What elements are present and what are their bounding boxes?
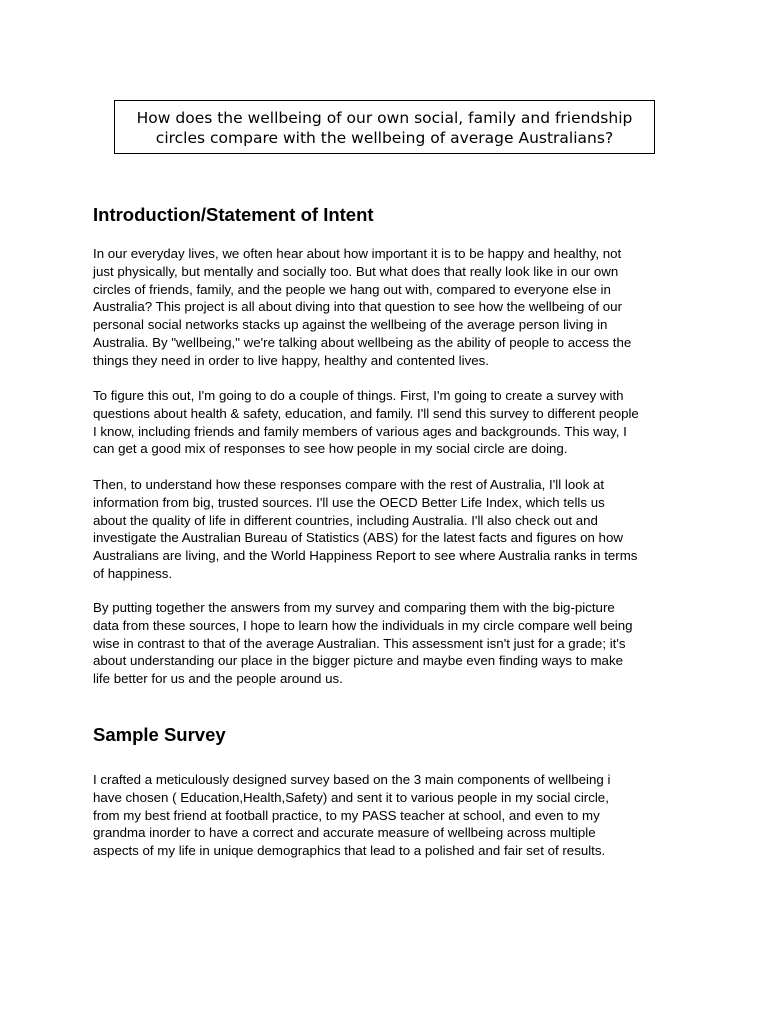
paragraph [93,245,683,370]
text-line: By putting together the answers from my survey and comparing them with the big-picture [93,600,615,615]
text-line: of happiness. [93,565,173,581]
title-text [137,108,633,148]
text-line: questions about health & safety, education, and family. I'll send this survey to different people [93,405,639,421]
title-box [114,100,655,154]
text-line: about understanding our place in the bigger picture and maybe even finding ways to make [93,653,623,669]
text-line: things they need in order to live happy, healthy and contented lives. [93,352,489,368]
text-line: data from these sources, I hope to learn how the individuals in my circle compare well being [93,617,633,633]
paragraph [93,387,683,458]
text-line: have chosen ( Education,Health,Safety) and sent it to various people in my social circle, [93,789,609,805]
text-line: can get a good mix of responses to see how people in my social circle are doing. [93,441,568,457]
text-line: I crafted a meticulously designed survey based on the 3 main components of wellbeing i [93,772,611,787]
text-line: aspects of my life in unique demographics that lead to a polished and fair set of results. [93,843,606,859]
text-line: Then, to understand how these responses compare with the rest of Australia, I'll look at [93,477,605,492]
paragraph [93,476,683,583]
text-line: just physically, but mentally and socially too. But what does that really look like in our own [93,263,619,279]
text-line: Australia? This project is all about diving into that question to see how the wellbeing of our [93,299,622,315]
title-line: circles compare with the wellbeing of average Australians? [155,129,614,147]
text-line: grandma inorder to have a correct and accurate measure of wellbeing across multiple [93,825,596,841]
text-line: investigate the Australian Bureau of Statistics (ABS) for the latest facts and figures on how [93,530,623,546]
paragraph [93,599,683,688]
text-line: To figure this out, I'm going to do a couple of things. First, I'm going to create a survey with [93,388,624,403]
text-line: wise in contrast to that of the average Australian. This assessment isn't just for a grade; it's [93,635,626,651]
text-line: In our everyday lives, we often hear about how important it is to be happy and healthy, not [93,246,622,261]
text-line: I know, including friends and family members of various ages and backgrounds. This way, I [93,423,627,439]
paragraph [93,771,683,860]
text-line: about the quality of life in different countries, including Australia. I'll also check out and [93,512,598,528]
text-line: information from big, trusted sources. I'll use the OECD Better Life Index, which tells us [93,494,605,510]
section-heading-introduction: Introduction/Statement of Intent [93,204,374,225]
text-line: personal social networks stacks up against the wellbeing of the average person living in [93,317,608,333]
text-line: Australians are living, and the World Happiness Report to see where Australia ranks in terms [93,548,638,564]
text-line: from my best friend at football practice, to my PASS teacher at school, and even to my [93,807,600,823]
text-line: life better for us and the people around us. [93,671,343,687]
title-line: How does the wellbeing of our own social, family and friendship [136,109,633,127]
text-line: circles of friends, family, and the people we hang out with, compared to everyone else in [93,281,611,297]
section-heading-sample-survey: Sample Survey [93,724,226,745]
text-line: Australia. By "wellbeing," we're talking about wellbeing as the ability of people to access the [93,334,632,350]
